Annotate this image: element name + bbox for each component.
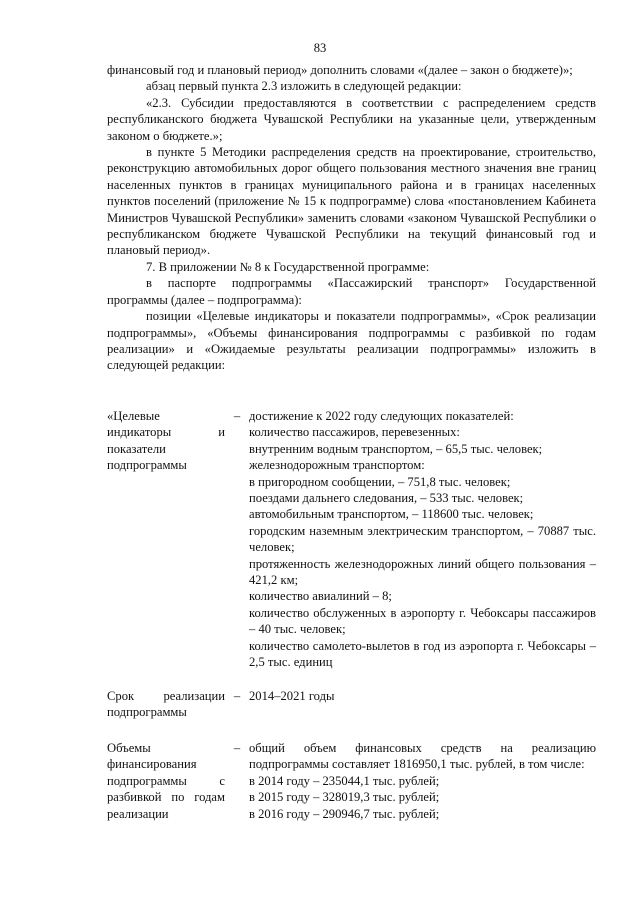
param-line: протяженность железнодорожных линий общего пользования – 421,2 км; bbox=[249, 556, 596, 588]
param-line: количество обслуженных в аэропорту г. Чебоксары пассажиров – 40 тыс. человек; bbox=[249, 605, 596, 637]
param-value bbox=[249, 740, 596, 822]
param-line: в 2015 году – 328019,3 тыс. рублей; bbox=[249, 790, 440, 805]
paragraph-4: в пункте 5 Методики распределения средств на проектирование, строительство, реконструкцию автомобильных дорог общего пользования местного значения вне границ населенных пунктов в границах муниципального района и в границах населенных пунктов поселений (приложение № 15 к подпрограмме) слова «постановлением Кабинета Министров Чувашской Республики» заменить словами «законом Чувашской Республики о республиканском бюджете Чувашской Республики на текущий финансовый год и плановый период». bbox=[107, 145, 596, 258]
param-line: городским наземным электрическим транспортом, – 70887 тыс. человек; bbox=[249, 523, 596, 555]
param-line: общий объем финансовых средств на реализацию подпрограммы составляет 1816950,1 тыс. рублей, в том числе: bbox=[249, 741, 596, 772]
paragraph-2: абзац первый пункта 2.3 изложить в следующей редакции: bbox=[146, 79, 462, 94]
param-line: внутренним водным транспортом, – 65,5 тыс. человек; bbox=[249, 441, 543, 456]
param-line: в пригородном сообщении, – 751,8 тыс. человек; bbox=[249, 474, 511, 489]
param-line: поездами дальнего следования, – 533 тыс. человек; bbox=[249, 491, 524, 506]
paragraph-5: 7. В приложении № 8 к Государственной программе: bbox=[146, 259, 430, 274]
paragraph-1: финансовый год и плановый период» дополнить словами «(далее – закон о бюджете)»; bbox=[107, 63, 573, 77]
param-dash: – bbox=[233, 689, 241, 703]
param-line: в 2014 году – 235044,1 тыс. рублей; bbox=[249, 773, 440, 788]
param-line: в 2016 году – 290946,7 тыс. рублей; bbox=[249, 806, 440, 821]
param-line: количество авиалиний – 8; bbox=[249, 589, 392, 604]
param-implementation-period bbox=[107, 688, 596, 721]
param-label: «Целевые индикаторы и показатели подпрограммы bbox=[107, 409, 225, 473]
param-line: количество пассажиров, перевезенных: bbox=[249, 425, 460, 440]
param-line: железнодорожным транспортом: bbox=[249, 458, 425, 473]
param-line: 2014–2021 годы bbox=[249, 689, 335, 703]
paragraph-6: в паспорте подпрограммы «Пассажирский транспорт» Государственной программы (далее – подпрограмма): bbox=[107, 276, 596, 307]
param-target-indicators bbox=[107, 408, 596, 671]
param-dash: – bbox=[233, 741, 241, 755]
param-line: количество самолето-вылетов в год из аэропорта г. Чебоксары – 2,5 тыс. единиц bbox=[249, 638, 596, 670]
param-line: достижение к 2022 году следующих показателей: bbox=[249, 409, 514, 423]
page-number: 83 bbox=[313, 41, 327, 55]
param-line: автомобильным транспортом, – 118600 тыс. человек; bbox=[249, 507, 534, 522]
body-text bbox=[107, 62, 596, 374]
paragraph-7: позиции «Целевые индикаторы и показатели подпрограммы», «Срок реализации подпрограммы», «Объемы финансирования подпрограммы с разбивкой по годам реализации» и «Ожидаемые результаты реализации подпрограммы» изложить в следующей редакции: bbox=[107, 309, 596, 373]
param-value bbox=[249, 688, 596, 704]
paragraph-3: «2.3. Субсидии предоставляются в соответствии с распределением средств республиканского бюджета Чувашской Республики на указанные цели, утвержденным законом о бюджете.»; bbox=[107, 95, 596, 143]
param-dash: – bbox=[233, 409, 241, 423]
param-label: Срок реализации подпрограммы bbox=[107, 689, 225, 720]
param-value bbox=[249, 408, 596, 671]
param-funding-volumes bbox=[107, 740, 596, 822]
param-label: Объемы финансирования подпрограммы с разбивкой по годам реализации bbox=[107, 741, 225, 821]
